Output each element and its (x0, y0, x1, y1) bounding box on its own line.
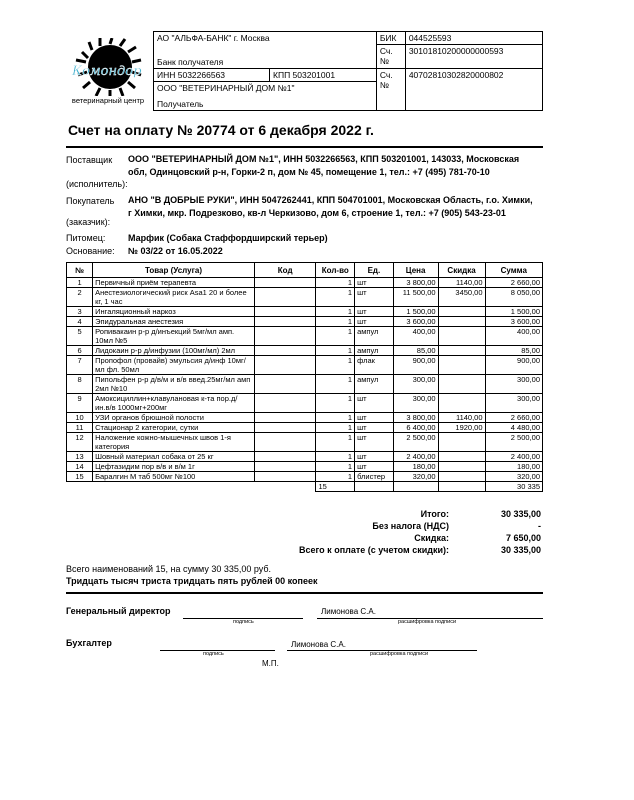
row-qty: 1 (316, 317, 355, 327)
empty-cell (393, 482, 438, 492)
row-unit: шт (355, 394, 394, 413)
row-sum: 2 660,00 (485, 278, 542, 288)
corr-acc-label: Сч. № (376, 45, 405, 69)
row-num: 15 (67, 472, 93, 482)
row-discount: 1140,00 (438, 278, 485, 288)
bank-name: АО "АЛЬФА-БАНК" г. Москва (154, 32, 377, 57)
row-price: 6 400,00 (393, 423, 438, 433)
basis-label: Основание: (66, 246, 115, 256)
row-price: 900,00 (393, 356, 438, 375)
row-discount (438, 452, 485, 462)
row-price: 320,00 (393, 472, 438, 482)
row-unit: ампул (355, 346, 394, 356)
bank-details-table (153, 31, 543, 111)
row-item: УЗИ органов брюшной полости (93, 413, 255, 423)
row-unit: блистер (355, 472, 394, 482)
table-row (67, 413, 543, 423)
empty-cell (355, 482, 394, 492)
row-unit: шт (355, 452, 394, 462)
totals-table (148, 508, 542, 556)
table-row (67, 317, 543, 327)
row-unit: шт (355, 317, 394, 327)
row-sum: 85,00 (485, 346, 542, 356)
row-num: 1 (67, 278, 93, 288)
row-code (254, 327, 316, 346)
row-discount (438, 356, 485, 375)
accountant-sign-caption: подпись (203, 651, 224, 657)
row-price: 1 500,00 (393, 307, 438, 317)
row-item: Цефтазидим пор в/в и в/м 1г (93, 462, 255, 472)
recipient-bank-label: Банк получателя (154, 56, 377, 69)
pay-value: 30 335,00 (500, 545, 541, 555)
bik-label: БИК (376, 32, 405, 45)
row-qty: 1 (316, 413, 355, 423)
row-num: 14 (67, 462, 93, 472)
row-item: Баралгин М таб 500мг №100 (93, 472, 255, 482)
total-sum: 30 335 (485, 482, 542, 492)
row-code (254, 413, 316, 423)
row-qty: 1 (316, 452, 355, 462)
recipient-name: ООО "ВЕТЕРИНАРНЫЙ ДОМ №1" (154, 82, 377, 95)
table-row (67, 452, 543, 462)
supplier-text: ООО "ВЕТЕРИНАРНЫЙ ДОМ №1", ИНН 5032266563, КПП 503201001, 143033, Московская обл, Одинцовский р-н, Горки-2 п, дом № 45, помещение 1, тел.: +7 (495) 781-70-10 (128, 154, 520, 177)
row-price: 300,00 (393, 394, 438, 413)
supplier-label: Поставщик (66, 155, 113, 165)
row-qty: 1 (316, 327, 355, 346)
row-price: 3 600,00 (393, 317, 438, 327)
row-num: 6 (67, 346, 93, 356)
row-sum: 2 500,00 (485, 433, 542, 452)
header-num: № (67, 263, 93, 278)
row-num: 10 (67, 413, 93, 423)
header-price: Цена (393, 263, 438, 278)
row-price: 85,00 (393, 346, 438, 356)
row-qty: 1 (316, 472, 355, 482)
row-code (254, 452, 316, 462)
itogo-value: 30 335,00 (500, 509, 541, 519)
row-discount (438, 433, 485, 452)
corr-account: 30101810200000000593 (405, 45, 542, 69)
row-unit: шт (355, 462, 394, 472)
row-sum: 900,00 (485, 356, 542, 375)
logo-brand-text: Комондор (72, 64, 142, 79)
row-code (254, 433, 316, 452)
row-item: Стационар 2 категории, сутки (93, 423, 255, 433)
row-price: 400,00 (393, 327, 438, 346)
row-qty: 1 (316, 288, 355, 307)
table-row (67, 433, 543, 452)
nds-label: Без налога (НДС) (372, 521, 449, 531)
row-discount (438, 327, 485, 346)
row-discount (438, 346, 485, 356)
row-num: 2 (67, 288, 93, 307)
table-row (67, 327, 543, 346)
title-divider (66, 146, 543, 148)
amount-in-words: Тридцать тысяч триста тридцать пять рублей 00 копеек (66, 576, 318, 586)
row-item: Лидокаин р-р д/инфузии (100мг/мл) 2мл (93, 346, 255, 356)
pet-label: Питомец: (66, 233, 106, 243)
row-code (254, 375, 316, 394)
row-item: Ропивакаин р-р д/инъекций 5мг/мл амп. 10мл №5 (93, 327, 255, 346)
row-qty: 1 (316, 346, 355, 356)
empty-cell (254, 482, 316, 492)
row-price: 2 500,00 (393, 433, 438, 452)
itogo-label: Итого: (420, 509, 449, 519)
items-table (66, 262, 543, 492)
header-item: Товар (Услуга) (93, 263, 255, 278)
table-row (67, 307, 543, 317)
row-discount (438, 375, 485, 394)
row-num: 8 (67, 375, 93, 394)
row-qty: 1 (316, 278, 355, 288)
accountant-decode-caption: расшифровка подписи (370, 651, 429, 657)
accountant-label: Бухгалтер (66, 638, 112, 648)
director-sign-caption: подпись (233, 619, 254, 625)
row-price: 11 500,00 (393, 288, 438, 307)
row-item: Ингаляционный наркоз (93, 307, 255, 317)
row-sum: 2 660,00 (485, 413, 542, 423)
row-discount (438, 462, 485, 472)
row-discount: 3450,00 (438, 288, 485, 307)
row-code (254, 307, 316, 317)
row-price: 180,00 (393, 462, 438, 472)
row-code (254, 317, 316, 327)
row-sum: 1 500,00 (485, 307, 542, 317)
table-total-row (67, 482, 543, 492)
row-discount (438, 394, 485, 413)
table-row (67, 356, 543, 375)
row-unit: шт (355, 433, 394, 452)
row-discount: 1920,00 (438, 423, 485, 433)
row-discount (438, 317, 485, 327)
header-qty: Кол-во (316, 263, 355, 278)
recipient-label: Получатель (154, 94, 377, 111)
row-code (254, 278, 316, 288)
table-row (67, 423, 543, 433)
row-num: 11 (67, 423, 93, 433)
row-sum: 3 600,00 (485, 317, 542, 327)
row-sum: 180,00 (485, 462, 542, 472)
items-header-row (67, 263, 543, 278)
director-label: Генеральный директор (66, 606, 171, 616)
buyer-label-2: (заказчик): (66, 217, 111, 227)
row-sum: 320,00 (485, 472, 542, 482)
row-item: Первичный приём терапевта (93, 278, 255, 288)
header-code: Код (254, 263, 316, 278)
buyer-text: АНО "В ДОБРЫЕ РУКИ", ИНН 5047262441, КПП 504701001, Московская Область, г.о. Химки, г Химки, мкр. Подрезково, кв-л Черкизово, дом 6, строение 1, тел.: +7 (905) 543-23-01 (128, 195, 533, 218)
row-qty: 1 (316, 423, 355, 433)
row-num: 4 (67, 317, 93, 327)
row-price: 2 400,00 (393, 452, 438, 462)
row-code (254, 423, 316, 433)
table-row (67, 375, 543, 394)
row-code (254, 356, 316, 375)
row-num: 9 (67, 394, 93, 413)
bik-value: 044525593 (405, 32, 542, 45)
header-discount: Скидка (438, 263, 485, 278)
row-qty: 1 (316, 307, 355, 317)
row-price: 300,00 (393, 375, 438, 394)
row-unit: шт (355, 288, 394, 307)
row-sum: 300,00 (485, 375, 542, 394)
row-num: 7 (67, 356, 93, 375)
items-count-line: Всего наименований 15, на сумму 30 335,00 руб. (66, 564, 272, 574)
pet-text: Марфик (Собака Стаффордширский терьер) (128, 233, 328, 243)
row-sum: 4 480,00 (485, 423, 542, 433)
director-decode-caption: расшифровка подписи (398, 619, 457, 625)
header-unit: Ед. (355, 263, 394, 278)
row-unit: ампул (355, 327, 394, 346)
discount-value: 7 650,00 (505, 533, 541, 543)
row-num: 5 (67, 327, 93, 346)
row-code (254, 394, 316, 413)
row-price: 3 800,00 (393, 278, 438, 288)
company-logo (70, 38, 150, 96)
row-price: 3 800,00 (393, 413, 438, 423)
row-item: Шовный материал собака от 25 кг (93, 452, 255, 462)
empty-cell (438, 482, 485, 492)
row-unit: флак (355, 356, 394, 375)
row-item: Анестезиологический риск Asa1 20 и более кг, 1 час (93, 288, 255, 307)
director-name: Лимонова С.А. (321, 607, 376, 616)
row-code (254, 288, 316, 307)
row-unit: шт (355, 307, 394, 317)
row-num: 3 (67, 307, 93, 317)
row-item: Наложение кожно-мышечных швов 1-я категория (93, 433, 255, 452)
row-discount: 1140,00 (438, 413, 485, 423)
row-sum: 2 400,00 (485, 452, 542, 462)
row-unit: шт (355, 413, 394, 423)
account-label: Сч. № (376, 69, 405, 111)
account-value: 40702810302820000802 (405, 69, 542, 111)
row-qty: 1 (316, 433, 355, 452)
row-code (254, 346, 316, 356)
row-unit: шт (355, 423, 394, 433)
discount-label: Скидка: (414, 533, 449, 543)
basis-text: № 03/22 от 16.05.2022 (128, 246, 223, 256)
row-num: 12 (67, 433, 93, 452)
row-qty: 1 (316, 356, 355, 375)
row-sum: 400,00 (485, 327, 542, 346)
kpp-field: КПП 503201001 (270, 69, 377, 82)
table-row (67, 288, 543, 307)
row-code (254, 472, 316, 482)
row-sum: 8 050,00 (485, 288, 542, 307)
header-sum: Сумма (485, 263, 542, 278)
table-row (67, 346, 543, 356)
row-item: Пропофол (провайв) эмульсия д/инф 10мг/мл фл. 50мл (93, 356, 255, 375)
row-qty: 1 (316, 375, 355, 394)
row-num: 13 (67, 452, 93, 462)
table-row (67, 472, 543, 482)
nds-value: - (538, 521, 541, 531)
row-item: Эпидуральная анестезия (93, 317, 255, 327)
table-row (67, 278, 543, 288)
total-qty: 15 (316, 482, 355, 492)
table-row (67, 394, 543, 413)
summary-divider (66, 592, 543, 594)
empty-cell (67, 482, 93, 492)
row-unit: шт (355, 278, 394, 288)
inn-field: ИНН 5032266563 (154, 69, 270, 82)
row-code (254, 462, 316, 472)
pay-label: Всего к оплате (с учетом скидки): (299, 545, 449, 555)
row-qty: 1 (316, 462, 355, 472)
empty-cell (93, 482, 255, 492)
row-unit: ампул (355, 375, 394, 394)
row-qty: 1 (316, 394, 355, 413)
supplier-label-2: (исполнитель): (66, 179, 128, 189)
invoice-title: Счет на оплату № 20774 от 6 декабря 2022 г. (68, 122, 374, 138)
row-discount (438, 472, 485, 482)
row-item: Амоксициллин+клавулановая к-та пор.д/ин.в/в 1000мг+200мг (93, 394, 255, 413)
table-row (67, 462, 543, 472)
logo-subtitle: ветеринарный центр (71, 96, 145, 105)
buyer-label: Покупатель (66, 196, 115, 206)
row-item: Пипольфен р-р д/в/м и в/в введ.25мг/мл амп 2мл №10 (93, 375, 255, 394)
row-discount (438, 307, 485, 317)
accountant-name: Лимонова С.А. (291, 640, 346, 649)
row-sum: 300,00 (485, 394, 542, 413)
stamp-place: М.П. (262, 659, 279, 668)
